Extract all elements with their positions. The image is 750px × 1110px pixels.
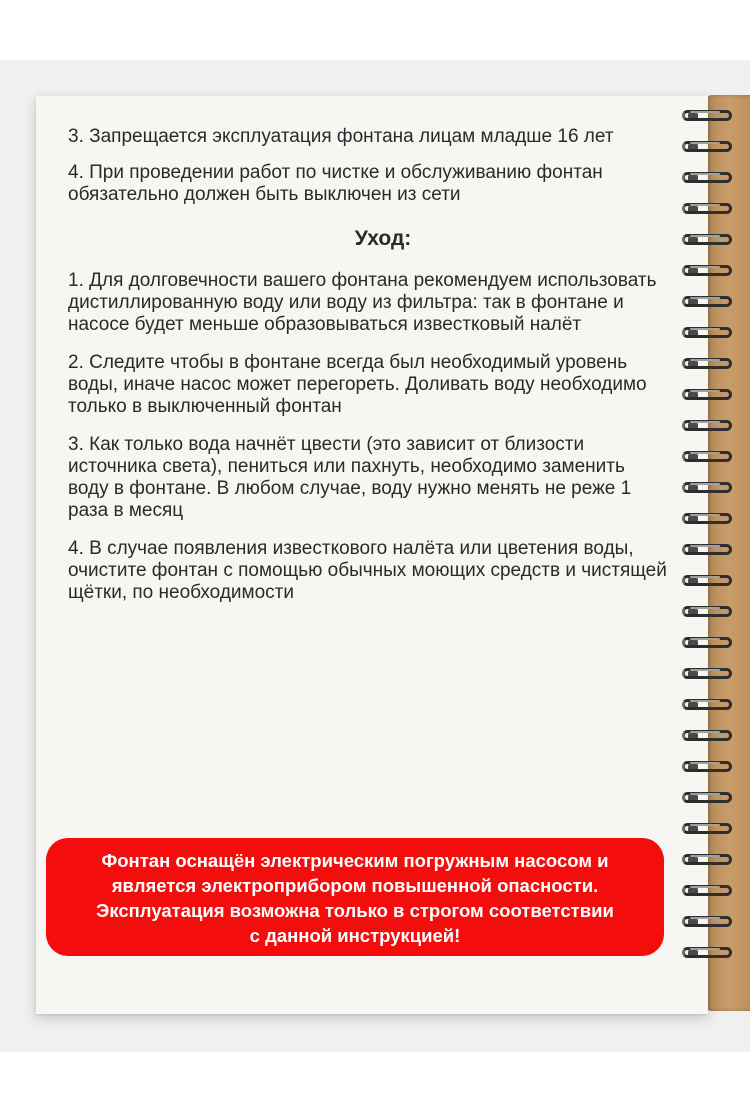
spiral-binding	[676, 108, 744, 978]
spiral-ring	[676, 201, 732, 217]
spiral-ring	[676, 790, 732, 806]
spiral-ring	[676, 263, 732, 279]
spiral-ring	[676, 914, 732, 930]
spiral-ring	[676, 511, 732, 527]
care-item-3: 3. Как только вода начнёт цвести (это зависит от близости источника света), пениться или пахнуть, необходимо заменить воду в фонтане. В любом случае, воду нужно менять не реже 1 раза в месяц	[68, 434, 632, 521]
warning-line-4: с данной инструкцией!	[249, 925, 461, 946]
warning-line-1: Фонтан оснащён электрическим погружным насосом и	[101, 850, 609, 871]
spiral-ring	[676, 480, 732, 496]
spiral-ring	[676, 821, 732, 837]
warning-line-2: является электроприбором повышенной опасности.	[111, 875, 599, 896]
spiral-ring	[676, 294, 732, 310]
care-heading: Уход:	[354, 227, 412, 250]
spiral-ring	[676, 542, 732, 558]
spiral-ring	[676, 170, 732, 186]
spiral-ring	[676, 573, 732, 589]
warning-banner	[46, 838, 664, 956]
spiral-ring	[676, 449, 732, 465]
care-item-4: 4. В случае появления известкового налёта или цветения воды, очистите фонтан с помощью обычных моющих средств и чистящей щётки, по необходимости	[68, 538, 667, 603]
spiral-ring	[676, 883, 732, 899]
spiral-ring	[676, 759, 732, 775]
spiral-ring	[676, 666, 732, 682]
spiral-ring	[676, 325, 732, 341]
safety-item-4: 4. При проведении работ по чистке и обслуживанию фонтан обязательно должен быть выключен из сети	[68, 162, 603, 205]
warning-line-3: Эксплуатация возможна только в строгом соответствии	[96, 900, 614, 921]
spiral-ring	[676, 852, 732, 868]
spiral-ring	[676, 728, 732, 744]
backdrop-bottom	[0, 1052, 750, 1110]
safety-item-3: 3. Запрещается эксплуатация фонтана лицам младше 16 лет	[68, 126, 614, 147]
spiral-ring	[676, 945, 732, 961]
care-item-2: 2. Следите чтобы в фонтане всегда был необходимый уровень воды, иначе насос может перегореть. Доливать воду необходимо только в выключенный фонтан	[68, 352, 647, 417]
spiral-ring	[676, 232, 732, 248]
spiral-ring	[676, 635, 732, 651]
care-item-1: 1. Для долговечности вашего фонтана рекомендуем использовать дистиллированную воду или воду из фильтра: так в фонтане и насосе будет меньше образовываться известковый налёт	[68, 270, 657, 335]
spiral-ring	[676, 604, 732, 620]
instructions-text	[68, 126, 668, 620]
spiral-ring	[676, 139, 732, 155]
spiral-ring	[676, 697, 732, 713]
spiral-ring	[676, 418, 732, 434]
spiral-ring	[676, 108, 732, 124]
spiral-ring	[676, 387, 732, 403]
spiral-ring	[676, 356, 732, 372]
backdrop-top	[0, 0, 750, 60]
